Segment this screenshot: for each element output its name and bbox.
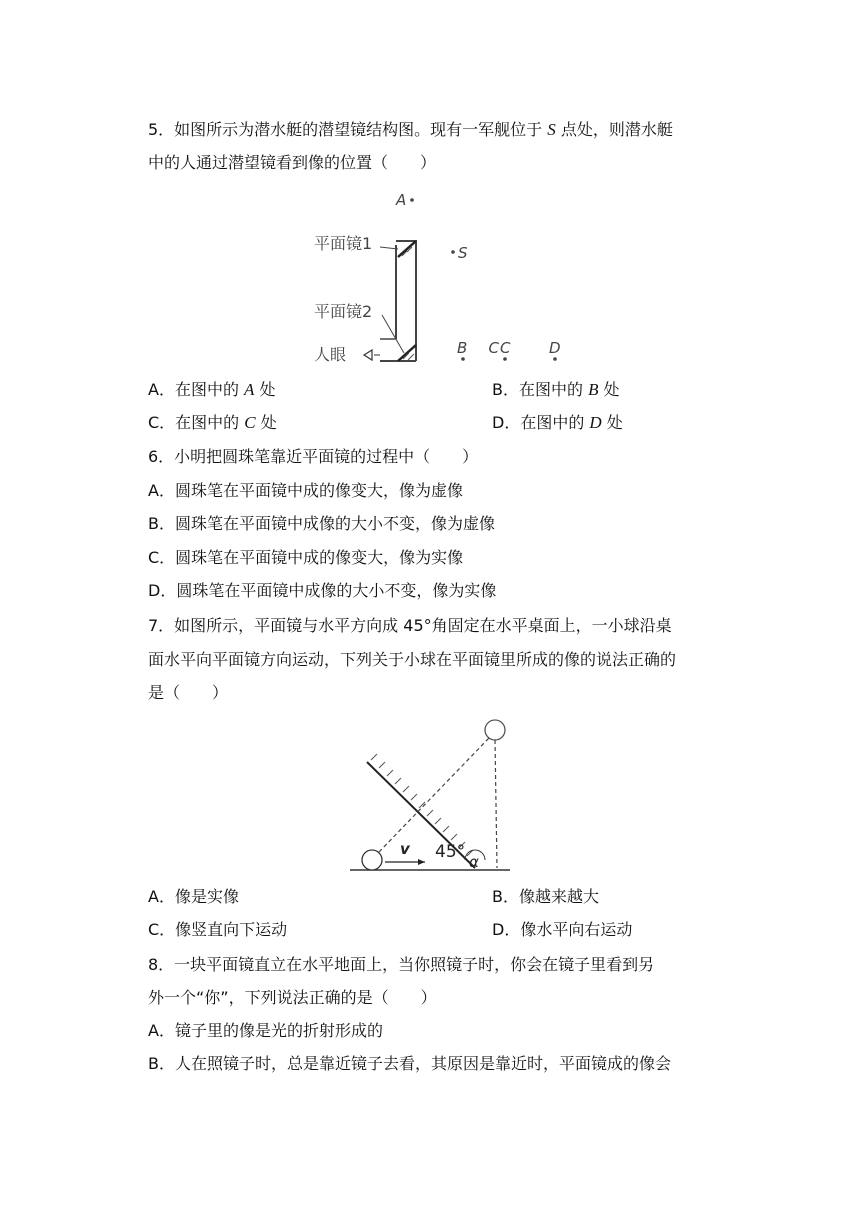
mirror-1 (398, 241, 416, 257)
periscope-outer-wall (396, 241, 416, 361)
q6-stem: 6．小明把圆珠笔靠近平面镜的过程中（ ） (148, 447, 479, 466)
q5-stem-text-end: 点处，则潜水艇 (555, 120, 673, 139)
q6-option-c[interactable]: C．圆珠笔在平面镜中成的像变大，像为实像 (148, 548, 464, 567)
label-mirror-2: 平面镜2 (314, 302, 373, 321)
q5-option-b[interactable]: B．在图中的 B 处 (492, 380, 620, 399)
dashed-vertical-line (495, 740, 497, 868)
arrow-head-icon (418, 859, 425, 865)
q7-option-d[interactable]: D．像水平向右运动 (492, 920, 633, 939)
q7-stem-line-2: 面水平向平面镜方向运动，下列关于小球在平面镜里所成的像的说法正确的 (148, 650, 677, 669)
q7-option-a[interactable]: A．像是实像 (148, 887, 239, 906)
q8-option-b[interactable]: B．人在照镜子时，总是靠近镜子去看，其原因是靠近时，平面镜成的像会 (148, 1054, 671, 1073)
mirror-2-leader (382, 315, 404, 353)
label-S: S (458, 244, 468, 262)
ball (362, 850, 382, 870)
eye-icon (364, 350, 372, 360)
label-v: v (400, 840, 410, 858)
q5-stem-var: S (547, 120, 556, 139)
label-mirror-1: 平面镜1 (314, 234, 373, 253)
point-B (461, 357, 465, 361)
point-A (410, 198, 414, 202)
q8-stem-line-1: 8．一块平面镜直立在水平地面上，当你照镜子时，你会在镜子里看到另 (148, 955, 655, 974)
q6-option-a[interactable]: A．圆珠笔在平面镜中成的像变大，像为虚像 (148, 481, 463, 500)
point-S (451, 250, 455, 254)
q5-stem-text: 5．如图所示为潜水艇的潜望镜结构图。现有一军舰位于 (148, 120, 548, 139)
ball-image (485, 720, 505, 740)
label-eye: 人眼 (314, 345, 347, 364)
q7-stem-line-1: 7．如图所示，平面镜与水平方向成 45°角固定在水平桌面上，一小球沿桌 (148, 616, 672, 635)
dashed-line-ball-to-image (379, 738, 489, 852)
q5-option-d[interactable]: D．在图中的 D 处 (492, 413, 623, 432)
q7-option-c[interactable]: C．像竖直向下运动 (148, 920, 288, 939)
q6-option-b[interactable]: B．圆珠笔在平面镜中成像的大小不变，像为虚像 (148, 514, 495, 533)
q7-option-b[interactable]: B．像越来越大 (492, 887, 599, 906)
label-C: C (488, 339, 499, 357)
label-45-degrees: 45° (435, 842, 466, 862)
q5-option-c[interactable]: C．在图中的 C 处 (148, 413, 277, 432)
q8-stem-line-2: 外一个“你”，下列说法正确的是（ ） (148, 988, 437, 1007)
label-alpha: α (469, 853, 479, 871)
point-C (503, 357, 507, 361)
mirror-hatching (371, 754, 473, 856)
label-B: B (457, 339, 468, 357)
q5-figure-extra-points (495, 330, 575, 370)
q5-stem-line-1 (148, 120, 673, 140)
label-C-text: C (500, 339, 511, 357)
q5-stem-line-2: 中的人通过潜望镜看到像的位置（ ） (148, 153, 437, 172)
label-D: D (549, 339, 561, 357)
q5-periscope-figure (300, 185, 500, 370)
q7-mirror-figure (345, 712, 515, 877)
q8-option-a[interactable]: A．镜子里的像是光的折射形成的 (148, 1021, 383, 1040)
q5-option-a[interactable]: A．在图中的 A 处 (148, 380, 276, 399)
label-A: A (396, 191, 407, 209)
q6-option-d[interactable]: D．圆珠笔在平面镜中成像的大小不变，像为实像 (148, 581, 497, 600)
point-D (553, 357, 557, 361)
q7-stem-line-3: 是（ ） (148, 683, 229, 702)
